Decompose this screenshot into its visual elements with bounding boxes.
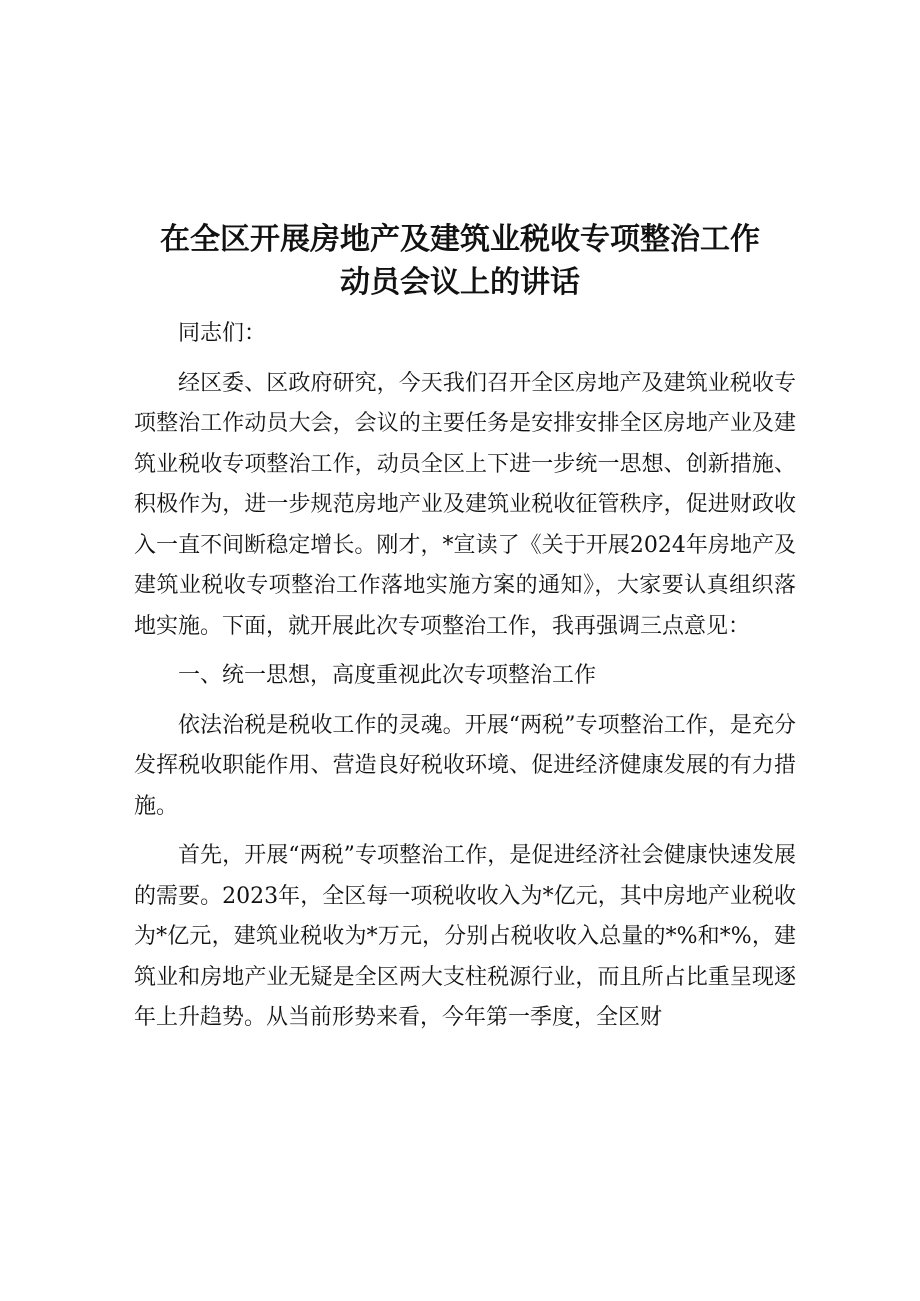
paragraph-first-point: 首先，开展“两税”专项整治工作，是促进经济社会健康快速发展的需要。2023年，全区每一项税收收入为*亿元，其中房地产业税收为*亿元，建筑业税收为*万元，分别占税收收入总量的*%和*%，建筑业和房地产业无疑是全区两大支柱税源行业，而且所占比重呈现逐年上升趋势。从当前形势来看，今年第一季度，全区财 [134, 843, 796, 1030]
paragraph-rule-of-law: 依法治税是税收工作的灵魂。开展“两税”专项整治工作，是充分发挥税收职能作用、营造良好税收环境、促进经济健康发展的有力措施。 [134, 712, 796, 819]
document-body [134, 314, 796, 1039]
document-title-line-1: 在全区开展房地产及建筑业税收专项整治工作 [160, 222, 760, 257]
salutation: 同志们： [178, 321, 267, 346]
document-title-line-2: 动员会议上的讲话 [340, 265, 580, 300]
section-heading-1: 一、统一思想，高度重视此次专项整治工作 [178, 663, 597, 688]
paragraph-intro: 经区委、区政府研究，今天我们召开全区房地产及建筑业税收专项整治工作动员大会，会议的主要任务是安排安排全区房地产业及建筑业税收专项整治工作，动员全区上下进一步统一思想、创新措施、积极作为，进一步规范房地产业及建筑业税收征管秩序，促进财政收入一直不间断稳定增长。刚才，*宣读了《关于开展2024年房地产及建筑业税收专项整治工作落地实施方案的通知》，大家要认真组织落地实施。下面，就开展此次专项整治工作，我再强调三点意见： [134, 370, 796, 639]
